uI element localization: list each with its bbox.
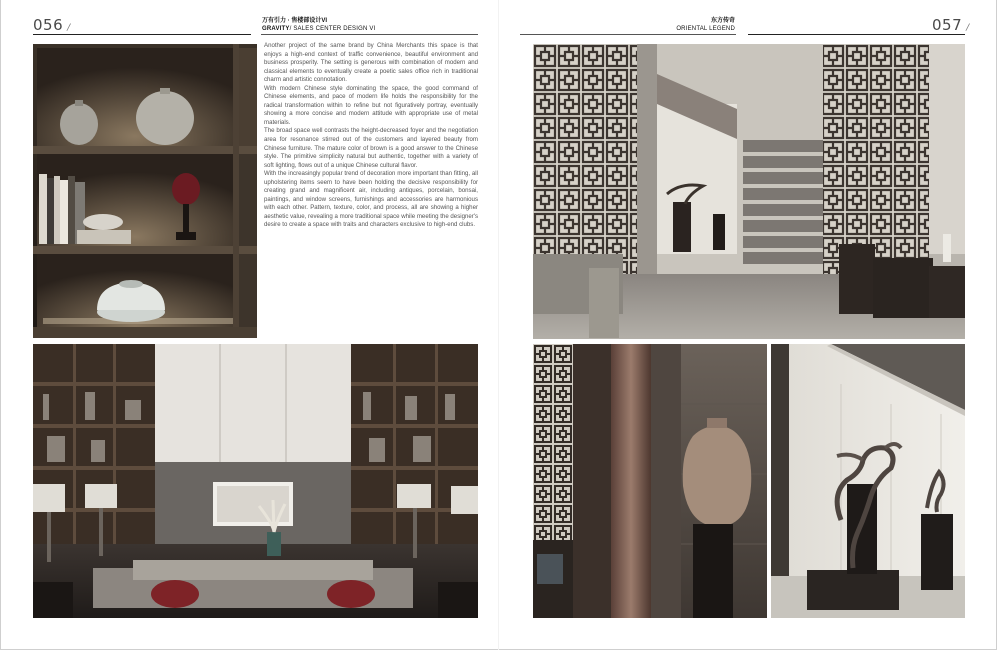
- sculpture-photo: [771, 344, 965, 618]
- article-paragraph: Another project of the same brand by China Merchants this space is that enjoys a high-end context of traffic convenience, beautiful environment and business prosperity. The setting is generous with combination of modern and classical elements to eventually create a poetic sales office rich in traditional charm and artistic connotation.: [264, 42, 478, 84]
- display-shelf-photo: [33, 44, 257, 338]
- left-header-english-rest: / SALES CENTER DESIGN VI: [289, 26, 376, 32]
- left-header-chinese: 万有引力 · 售楼部设计VI: [262, 18, 328, 24]
- right-header-rule-left: [520, 34, 736, 35]
- article-paragraph: The broad space well contrasts the height-decreased foyer and the negotiation area for resonance stirred out of the customers and layered beauty from Chinese furniture. The mature color of brown is a good answer to the Chinese style. The primitive simplicity natural but authentic, together with a variety of soft lighting, flows out of a unique Chinese cultural flavor.: [264, 127, 478, 169]
- article-body: [264, 42, 478, 230]
- right-running-header: [660, 17, 735, 33]
- left-page-number: [33, 16, 71, 34]
- vase-column-photo: [533, 344, 767, 618]
- left-header-english: [262, 25, 375, 33]
- left-header-rule-right: [261, 34, 478, 35]
- left-header-rule: [33, 34, 251, 35]
- lounge-photo: [33, 344, 478, 618]
- right-header-rule: [748, 34, 965, 35]
- book-gutter: [498, 0, 499, 650]
- left-page-slash: /: [67, 23, 71, 33]
- article-paragraph: With modern Chinese style dominating the space, the good command of Chinese elements, and pace of modern life holds the responsibility for the radical transformation within to refine but not figuratively portray, eventually showing a more concise and modern attitude with appropriate use of metal materials.: [264, 84, 478, 126]
- staircase-lattice-photo: [533, 44, 965, 339]
- right-header-english: ORIENTAL LEGEND: [676, 26, 735, 32]
- left-header-english-bold: GRAVITY: [262, 26, 290, 32]
- page-edge-left: [0, 0, 1, 650]
- left-page-number-value: 056: [33, 16, 64, 34]
- article-paragraph: With the increasingly popular trend of decoration more important than fitting, all upholstering items seem to have been holding the decisive responsibility for creating grand and magnificent air, including antiques, porcelain, bonsai, paintings, and window screens, furnishings and accessories are harmonious with each other. Pattern, texture, color, and process, all are showing a higher aesthetic value, revealing a more traditional space while meeting the designer's desire to create a space with traits and characters exclusive to high-end clubs.: [264, 170, 478, 229]
- left-running-header: [262, 17, 375, 33]
- right-page-number: [932, 16, 970, 34]
- right-page-number-value: 057: [932, 16, 963, 34]
- right-header-chinese: 东方传奇: [710, 18, 735, 24]
- right-page-slash: /: [966, 23, 970, 33]
